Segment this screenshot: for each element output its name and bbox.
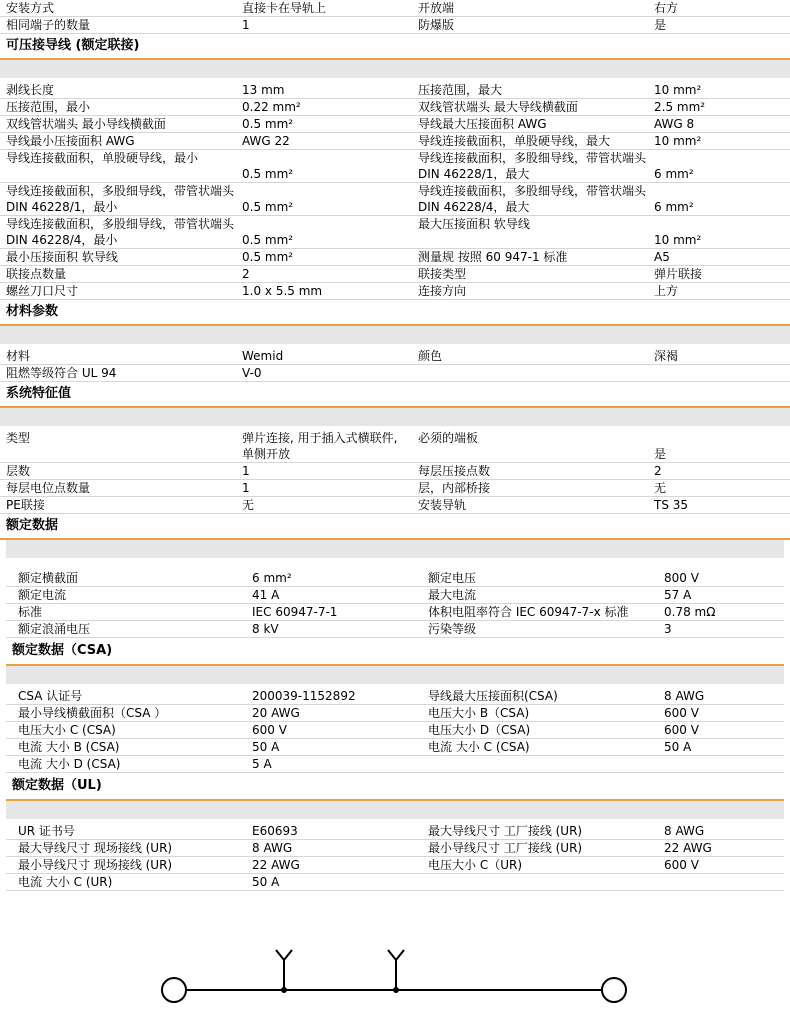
value xyxy=(658,756,784,772)
schematic-plug-point-2 xyxy=(388,950,404,993)
label: 电流 大小 D (CSA) xyxy=(18,757,121,771)
label: 必须的端板 xyxy=(418,431,479,445)
section-title-csa: 额定数据（CSA) xyxy=(6,638,784,666)
schematic-terminal-right xyxy=(602,978,626,1002)
table-row xyxy=(0,99,790,116)
label: 最大导线尺寸 工厂接线 (UR) xyxy=(428,824,583,838)
label: 最大电流 xyxy=(428,588,477,602)
table-row xyxy=(6,621,784,638)
section-title-rated: 额定数据 xyxy=(0,514,790,540)
value: E60693 xyxy=(252,824,298,838)
label: 连接方向 xyxy=(418,284,467,298)
value: 0.5 mm² xyxy=(242,233,294,247)
label xyxy=(422,874,658,890)
value: 8 AWG xyxy=(664,824,705,838)
value: 0.78 mΩ xyxy=(664,605,716,619)
label: 联接类型 xyxy=(418,267,467,281)
section-title-material: 材料参数 xyxy=(0,300,790,326)
value: 无 xyxy=(654,481,667,495)
label: 安装方式 xyxy=(6,1,55,15)
section-band xyxy=(6,540,784,558)
label: UR 证书号 xyxy=(18,824,75,838)
value: 是 xyxy=(654,18,667,32)
label xyxy=(412,365,648,381)
label: 材料 xyxy=(6,349,31,363)
label: 阻燃等级符合 UL 94 xyxy=(6,366,117,380)
table-row xyxy=(0,183,790,216)
value: 0.22 mm² xyxy=(242,100,301,114)
table-row xyxy=(0,133,790,150)
label: 电流 大小 C (CSA) xyxy=(428,740,530,754)
value: 1 xyxy=(242,18,250,32)
value: 8 kV xyxy=(252,622,279,636)
value: 8 AWG xyxy=(252,841,293,855)
table-row xyxy=(0,150,790,183)
value: 22 AWG xyxy=(664,841,712,855)
section-csa xyxy=(6,688,784,773)
label: 导线最大压接面积(CSA) xyxy=(428,689,558,703)
value: Wemid xyxy=(242,349,284,363)
label: 导线连接截面积，多股细导线，带管状端头 DIN 46228/4，最小 xyxy=(6,217,235,247)
section-wire-connection xyxy=(0,82,790,300)
table-row xyxy=(0,497,790,514)
label: 额定横截面 xyxy=(18,571,79,585)
section-title-ul: 额定数据（UL) xyxy=(6,773,784,801)
label: 测量规 按照 60 947-1 标准 xyxy=(418,250,568,264)
label: 电流 大小 B (CSA) xyxy=(18,740,120,754)
label: 压接范围，最大 xyxy=(418,83,503,97)
value: 22 AWG xyxy=(252,858,300,872)
value: 8 AWG xyxy=(664,689,705,703)
value: 1 xyxy=(242,481,250,495)
value: 41 A xyxy=(252,588,280,602)
value: 6 mm² xyxy=(654,200,694,214)
label: 双线管状端头 最小导线横截面 xyxy=(6,117,166,131)
label: 导线连接截面积，多股细导线，带管状端头 DIN 46228/1，最小 xyxy=(6,184,235,214)
value: AWG 22 xyxy=(242,134,290,148)
schematic-plug-point-1 xyxy=(276,950,292,993)
value: 无 xyxy=(242,498,255,512)
value: 10 mm² xyxy=(654,83,702,97)
value: IEC 60947-7-1 xyxy=(252,605,338,619)
value: 0.5 mm² xyxy=(242,167,294,181)
table-row xyxy=(0,82,790,99)
value xyxy=(648,365,778,381)
label: 最大导线尺寸 现场接线 (UR) xyxy=(18,841,173,855)
value: 6 mm² xyxy=(252,571,292,585)
schematic-terminal-left xyxy=(162,978,186,1002)
table-row xyxy=(0,480,790,497)
value: 是 xyxy=(654,447,667,461)
label: 导线连接截面积，多股细导线，带管状端头 DIN 46228/4，最大 xyxy=(418,184,647,214)
value: 0.5 mm² xyxy=(242,200,294,214)
label: 额定电压 xyxy=(428,571,477,585)
terminal-schematic xyxy=(0,940,790,1020)
table-row xyxy=(0,216,790,249)
value: 直接卡在导轨上 xyxy=(242,1,327,15)
value: TS 35 xyxy=(654,498,689,512)
label: 双线管状端头 最大导线横截面 xyxy=(418,100,578,114)
section-title-system: 系统特征值 xyxy=(0,382,790,408)
label: 层数 xyxy=(6,464,31,478)
value: AWG 8 xyxy=(654,117,695,131)
label: 电压大小 C (CSA) xyxy=(18,723,116,737)
value: 3 xyxy=(664,622,672,636)
label: 相同端子的数量 xyxy=(6,18,91,32)
label: 导线连接截面积，单股硬导线，最大 xyxy=(418,134,611,148)
table-row xyxy=(0,0,790,17)
table-row xyxy=(0,463,790,480)
table-row xyxy=(0,365,790,382)
table-row xyxy=(6,823,784,840)
label: 类型 xyxy=(6,431,31,445)
value: 1.0 x 5.5 mm xyxy=(242,284,323,298)
table-row xyxy=(6,756,784,773)
label: 额定浪涌电压 xyxy=(18,622,91,636)
label: 电流 大小 C (UR) xyxy=(18,875,113,889)
table-row xyxy=(0,116,790,133)
section-system xyxy=(0,430,790,514)
value: 弹片联接 xyxy=(654,267,703,281)
table-row xyxy=(6,705,784,722)
table-row xyxy=(0,266,790,283)
label: 安装导轨 xyxy=(418,498,467,512)
label: 最小压接面积 软导线 xyxy=(6,250,118,264)
section-band xyxy=(0,408,790,426)
table-row xyxy=(0,249,790,266)
value: 50 A xyxy=(664,740,692,754)
section-title-wire-connection: 可压接导线 (额定联接) xyxy=(0,34,790,60)
value: 上方 xyxy=(654,284,679,298)
label: 最小导线横截面积（CSA ） xyxy=(18,706,167,720)
label: 额定电流 xyxy=(18,588,67,602)
table-row xyxy=(0,283,790,300)
value: 6 mm² xyxy=(654,167,694,181)
label: 最小导线尺寸 现场接线 (UR) xyxy=(18,858,173,872)
value: 右方 xyxy=(654,1,679,15)
value: 200039-1152892 xyxy=(252,689,356,703)
top-table xyxy=(0,0,790,34)
label: 颜色 xyxy=(418,349,443,363)
value xyxy=(658,874,784,890)
table-row xyxy=(6,739,784,756)
value: 57 A xyxy=(664,588,692,602)
value: 2 xyxy=(242,267,250,281)
value: 1 xyxy=(242,464,250,478)
label: 标准 xyxy=(18,605,43,619)
value: 50 A xyxy=(252,740,280,754)
table-row xyxy=(6,857,784,874)
value: 600 V xyxy=(664,723,699,737)
label: PE联接 xyxy=(6,498,45,512)
section-band xyxy=(0,326,790,344)
value: 0.5 mm² xyxy=(242,250,294,264)
label: CSA 认证号 xyxy=(18,689,83,703)
section-material xyxy=(0,348,790,382)
value: A5 xyxy=(654,250,670,264)
label: 每层电位点数量 xyxy=(6,481,91,495)
label: 导线连接截面积，单股硬导线，最小 xyxy=(6,151,199,165)
label: 电压大小 D（CSA) xyxy=(428,723,531,737)
value: 600 V xyxy=(664,858,699,872)
table-row xyxy=(6,722,784,739)
label: 最大压接面积 软导线 xyxy=(418,217,530,231)
value: 0.5 mm² xyxy=(242,117,294,131)
label: 每层压接点数 xyxy=(418,464,491,478)
label xyxy=(422,756,658,772)
section-ul xyxy=(6,823,784,891)
value: 5 A xyxy=(252,757,272,771)
value: 10 mm² xyxy=(654,134,702,148)
label: 开放端 xyxy=(418,1,455,15)
table-row xyxy=(6,840,784,857)
label: 压接范围，最小 xyxy=(6,100,91,114)
label: 层，内部桥接 xyxy=(418,481,491,495)
value: 13 mm xyxy=(242,83,285,97)
label: 电压大小 C（UR) xyxy=(428,858,522,872)
label: 导线最小压接面积 AWG xyxy=(6,134,135,148)
value: 深褐 xyxy=(654,349,679,363)
table-row xyxy=(6,874,784,891)
section-rated xyxy=(6,570,784,638)
value: V-0 xyxy=(242,366,262,380)
section-band xyxy=(6,666,784,684)
table-row xyxy=(6,688,784,705)
table-row xyxy=(6,587,784,604)
value: 2.5 mm² xyxy=(654,100,706,114)
value: 2 xyxy=(654,464,662,478)
value: 50 A xyxy=(252,875,280,889)
table-row xyxy=(6,604,784,621)
label: 体积电阻率符合 IEC 60947-7-x 标准 xyxy=(428,605,629,619)
value: 20 AWG xyxy=(252,706,300,720)
table-row xyxy=(0,17,790,34)
value: 弹片连接, 用于插入式横联件, 单侧开放 xyxy=(242,431,398,461)
label: 螺丝刀口尺寸 xyxy=(6,284,79,298)
table-row xyxy=(6,570,784,587)
value: 10 mm² xyxy=(654,233,702,247)
label: 联接点数量 xyxy=(6,267,67,281)
table-row xyxy=(0,348,790,365)
table-row xyxy=(0,430,790,463)
label: 剥线长度 xyxy=(6,83,55,97)
value: 800 V xyxy=(664,571,699,585)
label: 导线连接截面积，多股细导线，带管状端头 DIN 46228/1，最大 xyxy=(418,151,647,181)
label: 导线最大压接面积 AWG xyxy=(418,117,547,131)
label: 最小导线尺寸 工厂接线 (UR) xyxy=(428,841,583,855)
value: 600 V xyxy=(664,706,699,720)
value: 600 V xyxy=(252,723,287,737)
label: 污染等级 xyxy=(428,622,477,636)
section-band xyxy=(6,801,784,819)
label: 防爆版 xyxy=(418,18,455,32)
label: 电压大小 B（CSA) xyxy=(428,706,530,720)
section-band xyxy=(0,60,790,78)
